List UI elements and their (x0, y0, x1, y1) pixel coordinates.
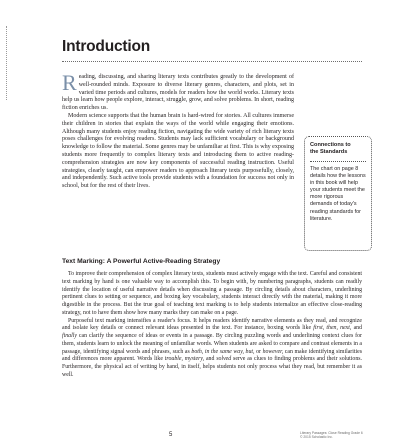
sidebar-title-line-1: Connections to (310, 142, 351, 148)
italic-run: both, in the same way, but, (191, 348, 255, 355)
drop-cap: R (62, 70, 77, 95)
page-title: Introduction (62, 38, 150, 55)
section-paragraph-1: To improve their comprehension of complex literary texts, students must actively engage with the text. Careful and consistent text marking by hand is one valuable way to accomplish this. To begin with, by numbering paragraphs, students can readily identify the location of useful narrative details when discussing a passage. By circling details about characters, underlining pertinent clues to setting or sequence, and boxing key vocabulary, students interact directly with the material, making it more digestible in the process. But the true goal of teaching text marking is to help students internalize an effective close-reading strategy, not to have them show how many marks they can make on a page. (62, 271, 362, 316)
italic-run: trouble, mystery, (164, 356, 205, 363)
text-run: and (204, 356, 217, 363)
section-paragraph-2 (62, 318, 362, 380)
sidebar-title (310, 142, 366, 156)
italic-run: however, (262, 348, 284, 355)
intro-paragraph-2: Modern science supports that the human brain is hard-wired for stories. All cultures immerse their children in stories that explain the ways of the world while engaging their emotions. Although many students enjoy reading fiction, navigating the wide variety of rich literary texts poses challenges for evolving readers. Students may lack sufficient vocabulary or background knowledge to follow the material. Some genres may be unfamiliar at first. This is why exposing students more frequently to complex literary texts and introducing them to active reading-comprehension strategies are now key components of successful reading instruction. Useful strategies, clearly taught, can empower readers to approach literary texts purposefully, closely, and independently. Such active tools provide students with a foundation for success not only in school, but for the rest of their lives. (62, 112, 294, 190)
text-run: can clarify the sequence of ideas or events in a passage. By circling puzzling words and underlining context clues for them, students learn to unlock the meaning of unfamiliar words. When students are asked to compare and contrast elements in a passage, identifying signal words and phrases, such as (62, 333, 362, 355)
footer-line-1: Literary Passages: Close Reading Grade 6 (300, 431, 363, 435)
footer-line-2: © 2015 Scholastic Inc. (300, 435, 333, 440)
standards-sidebar (304, 136, 372, 251)
page-number: 5 (169, 432, 173, 438)
sidebar-body: The chart on page 8 details how the lessons in this book will help your students meet the more rigorous demands of today's reading standards for literature. (310, 166, 366, 222)
italic-run: solved (216, 356, 232, 363)
intro-paragraph-1 (62, 70, 294, 113)
italic-run: finally (62, 333, 77, 339)
sidebar-divider (310, 161, 366, 162)
sidebar-title-line-2: the Standards (310, 149, 348, 155)
intro-paragraph-1-text: eading, discussing, and sharing literary texts contributes greatly to the development of well-rounded minds. Exposure to diverse literary genres, characters, and plots, set in varied time periods and cultures, models for readers how the world works. Literary texts help us learn how people explore, interact, struggle, grow, and solve problems. In short, reading fiction enriches us. (62, 74, 294, 112)
section-text (62, 271, 362, 380)
footer-credit (300, 431, 378, 440)
intro-text (62, 70, 294, 191)
text-run: can make identifying similarities and differences more apparent. Words like (62, 348, 362, 363)
binding-dots (6, 26, 8, 100)
title-divider (62, 61, 362, 62)
text-run: or (254, 348, 263, 355)
text-run: Purposeful text marking intensifies a reader's focus. It helps readers identify narrative elements as they read, and recognize and isolate key details or connect relevant ideas presented in the text. For instance, boxing words like (62, 317, 362, 332)
italic-run: first, then, next, (313, 325, 352, 332)
text-run: and (351, 325, 363, 332)
text-run: serve as clues to finding problems and their solutions. Furthermore, the physical act of writing by hand, in itself, helps students not only process what they read, but remember it as well. (62, 356, 362, 378)
section-heading: Text Marking: A Powerful Active-Reading Strategy (62, 258, 221, 265)
